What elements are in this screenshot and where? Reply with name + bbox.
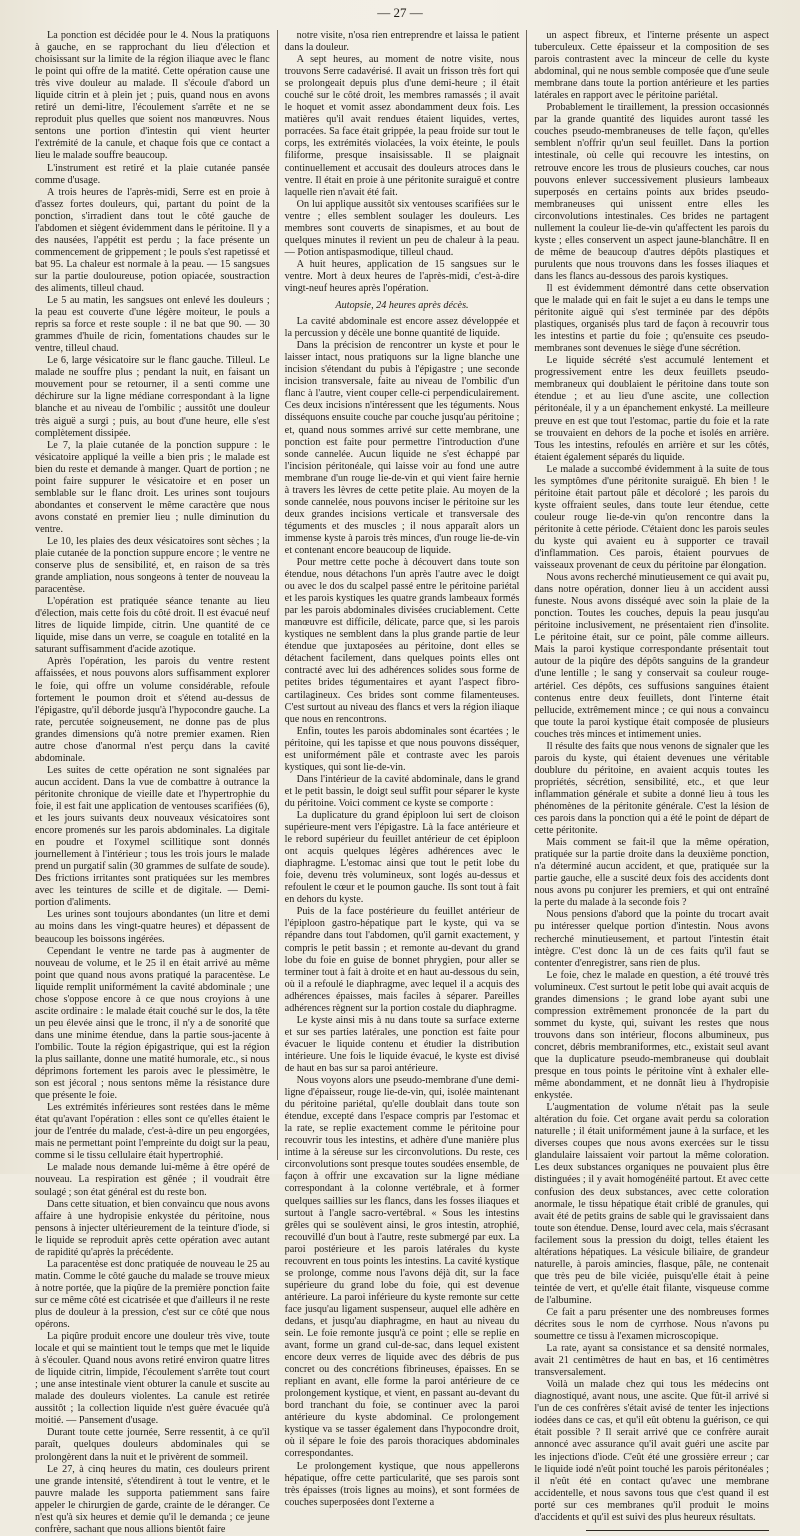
page-number: — 27 — bbox=[377, 5, 423, 20]
paragraph: Le 27, à cinq heures du matin, ces douleurs prirent une grande intensité, s'étendirent à tout le ventre, et le pauvre malade les supporta patiemment sans faire appeler le chirurgien de garde, crainte de le déranger. Ce n'est qu'à six heures et demie qu'il le demanda ; ce jeune confrère, sachant que nous allions bientôt faire bbox=[35, 1463, 270, 1535]
paragraph: Pour mettre cette poche à découvert dans toute son étendue, nous détachons l'un après l'autre avec le doigt ou avec le dos du scalpel passé entre le péritoine pariétal et les parois kystiques les quatre grands lambeaux formés par les parois abdominales divisées cruciablement. Cette manœuvre est difficile, délicate, parce que, si les parois kystiques ne semblent dans la plus grande partie de leur étendue que juxtaposées au péritoine, dont elles se détachent facilement, dans quelques points elles ont contracté avec lui des adhérences solides sous forme de petites brides tégumentaires et ayant l'aspect fibro-cartilagineux. Ces brides sont comme filamenteuses. C'est surtout au niveau des flancs et vers la région iliaque que nous en rencontrons. bbox=[284, 557, 520, 725]
paragraph: Enfin, toutes les parois abdominales sont écartées ; le péritoine, qui les tapisse et que nous pouvons disséquer, est uniformément pâle et contraste avec les parois kystiques, qui sont lie-de-vin. bbox=[284, 725, 520, 773]
paragraph: un aspect fibreux, et l'interne présente un aspect tuberculeux. Cette épaisseur et la composition de ses parois contrastent avec la minceur de celle du kyste abdominal, qui ne nous semble composée que d'une seule membrane dans toute la portion antérieure et les parties latérales en rapport avec le péritoine pariétal. bbox=[534, 30, 770, 102]
paragraph: L'augmentation de volume n'était pas la seule altération du foie. Cet organe avait perdu sa coloration naturelle ; il était uniformément jaune à la surface, et les diverses coupes que nous avons exercées sur le tissu glandulaire laissaient voir partout la même coloration. Les deux substances organiques ne pouvaient plus être distinguées ; il y avait homogénéité partout. Et avec cette confusion des deux substances, avec cette coloration anormale, le tissu hépatique était criblé de granules, qui avait été de petits grains de sable qui le gravissaient dans toute son étendue. Dense, lourd avec cela, mais s'écrasant facilement sous la pression du doigt, telles étaient les altérations hépatiques. La vésicule biliaire, de grandeur naturelle, à parois amincies, flasque, pâle, ne contenait que très peu de bile viciée, puisqu'elle était à peine teintée de vert, et qu'elle était filante, visqueuse comme de l'albumine. bbox=[534, 1102, 770, 1306]
paragraph: La piqûre produit encore une douleur très vive, toute locale et qui se maintient tout le temps que met le liquide à s'écouler. Quand nous avons retiré environ quatre litres de liquide citrin, limpide, l'écoulement s'arrête tout court ; une anse intestinale vient obturer la canule et suscite au malade des douleurs violentes. La canule est retirée aussitôt ; la collection liquide n'est guère évacuée qu'à moitié. — Pansement d'usage. bbox=[35, 1331, 270, 1427]
paragraph: Le liquide sécrété s'est accumulé lentement et progressivement entre les deux feuillets pseudo-membraneux qui doublaient le péritoine dans toute son étendue ; et au lieu d'une ascite, une collection péritonéale, il y a un épanchement enkysté. La meilleure preuve en est que tout l'estomac, partie du foie et la rate se trouvaient en dehors de la poche et isolés en arrière. Tous les intestins, refoulés en arrière et sur les côtés, étaient également séparés du liquide. bbox=[534, 355, 770, 463]
paragraph: Le malade nous demande lui-même à être opéré de nouveau. La respiration est gênée ; il voudrait être soulagé ; son état général est du reste bon. bbox=[35, 1162, 270, 1198]
paragraph: Les extrémités inférieures sont restées dans le même état qu'avant l'opération : elles sont ce qu'elles étaient le jour de l'entrée du malade, c'est-à-dire un peu engorgées, mais ne permettant point l'empreinte du doigt sur la peau, comme si le tissu cellulaire était hypertrophié. bbox=[35, 1102, 270, 1162]
paragraph: Puis de la face postérieure du feuillet antérieur de l'épiploon gastro-hépatique part le kyste, qui va se répandre dans tout l'abdomen, qu'il garnit exactement, y compris le petit bassin ; et remonte au-devant du grand lobe du foie en guise de bonnet phrygien, pour aller se terminer tout à fait à droite et en haut au-dessous du sein, où il a refoulé le diaphragme, avec lequel il a acquis des adhérences épaisses, mais faciles à séparer. Pareilles adhérences règnent sur la portion costale du diaphragme. bbox=[284, 906, 520, 1014]
paragraph: Nous avons recherché minutieusement ce qui avait pu, dans notre opération, donner lieu à un accident aussi funeste. Nous avons disséqué avec soin la plaie de la ponction. Toutes les couches, depuis la peau jusqu'au péritoine inclusivement, ne présentaient rien d'insolite. Le péritoine était, sur ce point, pâle comme ailleurs. Mais la paroi kystique correspondante présentait tout autour de la piqûre des dépôts sanguins de la grandeur d'une lentille ; le sang y conservait sa couleur rouge-artériel. Ces dépôts, ces suffusions sanguines étaient contenus entre deux feuillets, dont l'interne était pellucide, extrêmement mince ; ce qui nous a convaincu que toute la paroi kystique était composée de plusieurs couches très minces et intimement unies. bbox=[534, 572, 770, 740]
paragraph: A huit heures, application de 15 sangsues sur le ventre. Mort à deux heures de l'après-midi, c'est-à-dire vingt-neuf heures après l'opération. bbox=[284, 258, 520, 294]
end-rule bbox=[586, 1530, 769, 1531]
paragraph: Voilà un malade chez qui tous les médecins ont diagnostiqué, avant nous, une ascite. Que fût-il arrivé si l'un de ces confrères s'était avisé de tenter les injections iodées dans ce cas, et qu'il eût obtenu la guérison, ce qui était possible ? Il serait arrivé que ce confrère aurait annoncé avec assurance qu'il avait guéri une ascite par les injections d'iode. C'eût été une grossière erreur ; car le liquide iodé n'eût point touché les parois péritonéales ; il n'eût été en contact qu'avec une membrane accidentelle, et nous savons tous que c'est quand il est porté sur ces membranes qu'il produit le moins d'accidents et qu'il est suivi des plus heureux résultats. bbox=[534, 1379, 770, 1523]
paragraph: Le prolongement kystique, que nous appellerons hépatique, offre cette particularité, que ses parois sont très épaisses (trois lignes au moins), et sont formées de couches superposées dont l'externe a bbox=[284, 1460, 520, 1508]
paragraph: La rate, ayant sa consistance et sa densité normales, avait 21 centimètres de haut en bas, et 16 centimètres transversalement. bbox=[534, 1343, 770, 1379]
paragraph: La paracentèse est donc pratiquée de nouveau le 25 au matin. Comme le côté gauche du malade se trouve mieux à notre portée, que la piqûre de la première ponction faite sur ce même côté est cicatrisée et que d'ailleurs il ne reste plus de douleur à la pression, c'est sur ce côté que nous opérons. bbox=[35, 1258, 270, 1331]
paragraph: L'opération est pratiquée séance tenante au lieu d'élection, mais cette fois du côté droit. Il est évacué neuf litres de liquide limpide, citrin. Une quantité de ce liquide, mise dans un verre, se coagule en totalité en la saturant suffisamment d'acide azotique. bbox=[35, 596, 270, 656]
paragraph: Le 10, les plaies des deux vésicatoires sont sèches ; la plaie cutanée de la ponction suppure encore ; le ventre ne conserve plus de sensibilité, et, en raison de sa très grande ampliation, nous songeons à tenter de nouveau la paracentèse. bbox=[35, 535, 270, 596]
paragraph: La duplicature du grand épiploon lui sert de cloison supérieure-ment vers l'épigastre. Là la face antérieure et le rebord supérieur du feuillet antérieur de cet épiploon ont acquis quelques légères adhérences avec le diaphragme. L'estomac ainsi que tout le petit lobe du foie, devenu très volumineux, sont logés au-dessus et refoulent le cœur et le poumon gauche. Ils sont tout à fait en dehors du kyste. bbox=[284, 810, 520, 906]
paragraph: Probablement le tiraillement, la pression occasionnés par la grande quantité des liquides auront tassé les couches pseudo-membraneuses de telle façon, qu'elles semblent n'offrir qu'un seul feuillet. Dans la portion intestinale, où celle qui recouvre les intestins, on retrouve encore les trous de plusieurs couches, car nous pouvons enlever successivement plusieurs lambeaux superposés en certains points aux brides pseudo-membraneuses qui unissent entre elles les circonvolutions intestinales. Ces brides ne partagent nullement la couleur lie-de-vin qu'affectent les parois du kyste ; elles conservent un aspect jaune-blanchâtre. Il en de même de beaucoup d'autres dépôts plastiques et purulents que nous trouvons dans les fosses iliaques et dans les flancs au-dessous des parois kystiques. bbox=[534, 102, 770, 282]
paragraph: Durant toute cette journée, Serre ressentit, à ce qu'il paraît, quelques douleurs abdominales qui se prolongèrent dans la nuit et le privèrent de sommeil. bbox=[35, 1427, 270, 1463]
paragraph: Dans la précision de rencontrer un kyste et pour le laisser intact, nous pratiquons sur la ligne blanche une incision s'étendant du pubis à l'épigastre ; une seconde incision transversale, faite au niveau de l'ombilic d'un flanc à l'autre, vient couper celle-ci perpendiculairement. Ces deux incisions n'intéressent que les téguments. Nous disséquons ensuite couche par couche jusqu'au péritoine ; et, quand nous sommes arrivé sur cette membrane, une ponction est faite pour permettre l'introduction d'une sonde cannelée. Aucun liquide ne s'est échappé par l'incision péritonéale, qui laisse voir au fond une autre membrane d'un rouge lie-de-vin et qui vient faire hernie à travers les lèvres de cette petite plaie. Au moyen de la sonde cannelée, nous pouvons inciser le péritoine sur les deux grandes incisions verticale et transversale des téguments et des muscles ; il nous apparaît alors un immense kyste à parois très minces, d'un rouge lie-de-vin et contenant encore beaucoup de liquide. bbox=[284, 340, 520, 556]
paragraph: Dans l'intérieur de la cavité abdominale, dans le grand et le petit bassin, le doigt seul suffit pour séparer le kyste du péritoine. Voici comment ce kyste se comporte : bbox=[284, 773, 520, 809]
paragraph: La cavité abdominale est encore assez développée et la percussion y décèle une bonne quantité de liquide. bbox=[284, 316, 520, 340]
paragraph: Il résulte des faits que nous venons de signaler que les parois du kyste, qui étaient devenues une véritable doublure du péritoine, en avaient acquis toutes les propriétés, sécrétion, sensibilité, etc., et que leur inflammation générale et subite a donné lieu à tous les phénomènes de la péritonite générale. C'est la lésion de ces parois dans la ponction qui a été le point de départ de cette péritonite. bbox=[534, 740, 770, 837]
column-3 bbox=[526, 30, 776, 1523]
paragraph: Dans cette situation, et bien convaincu que nous avons affaire à une hydropisie enkystée du péritoine, nous pensons à injecter ultérieurement de la teinture d'iode, si le liquide se reproduit après cette opération avec autant de rapidité qu'après la précédente. bbox=[35, 1198, 270, 1258]
column-2 bbox=[277, 30, 527, 1508]
paragraph: Après l'opération, les parois du ventre restent affaissées, et nous pouvons alors suffisamment explorer le foie, qui offre un volume considérable, refoule fortement le poumon droit et s'étend au-dessus de l'épigastre, qu'il déborde jusqu'à l'hypocondre gauche. La rate, percutée soigneusement, ne donne pas de plus grandes dimensions qu'à notre premier examen. Rien autre chose d'anormal n'est perçu dans la cavité abdominale. bbox=[35, 656, 270, 764]
paragraph: Nous pensions d'abord que la pointe du trocart avait pu intéresser quelque portion d'intestin. Nous avons recherché minutieusement, et partout l'intestin était intègre. C'est donc là un de ces faits qu'il faut se contenter d'enregistrer, sans rien de plus. bbox=[534, 909, 770, 969]
column-1 bbox=[28, 30, 277, 1535]
paragraph: Ce fait a paru présenter une des nombreuses formes décrites sous le nom de cyrrhose. Nous n'avons pu soumettre ce tissu à l'examen microscopique. bbox=[534, 1306, 770, 1343]
paragraph: Les suites de cette opération ne sont signalées par aucun accident. Dans la vue de combattre à outrance la péritonite chronique de vieille date et l'hypertrophie du foie, il est fait une application de ventouses scarifiées (6), et les jours suivants deux nouveaux vésicatoires sont encore promenés sur les parois abdominales. La digitale en poudre et l'oxymel scillitique sont donnés journellement à l'intérieur ; tous les trois jours le malade prend un purgatif salin (30 grammes de sulfate de soude). Des frictions irritantes sont pratiquées sur les membres avec les teintures de scille et de digitale. — Demi-portion d'aliments. bbox=[35, 764, 270, 909]
paragraph: L'instrument est retiré et la plaie cutanée pansée comme d'usage. bbox=[35, 162, 270, 186]
paragraph: A sept heures, au moment de notre visite, nous trouvons Serre cadavérisé. Il avait un frisson très fort qui se prolongeait depuis plus d'une demi-heure ; il était couché sur le côté droit, les membres ramassés ; il avait le hoquet et vomit assez abondamment deux fois. Les matières qu'il avait rendues étaient liquides, vertes, porracées. Sa face était grippée, la peau froide sur tout le corps, les extrémités violacées, la voix éteinte, le pouls filiforme, presque insaisissable. Il se plaignait continuellement et accusait des douleurs atroces dans le ventre. Il était en proie à une péritonite suraiguë et contre laquelle rien n'avait été fait. bbox=[284, 54, 520, 198]
paragraph: On lui applique aussitôt six ventouses scarifiées sur le ventre ; elles semblent soulager les douleurs. Les membres sont couverts de sinapismes, et au bout de quelques minutes il revient un peu de chaleur à la peau. — Potion antispasmodique, tilleul chaud. bbox=[284, 198, 520, 258]
paragraph: notre visite, n'osa rien entreprendre et laissa le patient dans la douleur. bbox=[284, 30, 520, 54]
text-columns bbox=[28, 30, 776, 1535]
paragraph: Le 6, large vésicatoire sur le flanc gauche. Tilleul. Le malade ne souffre plus ; pendant la nuit, en faisant un mouvement pour se retourner, il a senti comme une déchirure sur la ligne médiane correspondant à la ligne blanche et au niveau de l'ombilic ; aussitôt une douleur très aiguë a surgi ; puis, au bout d'une heure, elle s'est complètement dissipée. bbox=[35, 355, 270, 439]
paragraph: Le kyste ainsi mis à nu dans toute sa surface externe et sur ses parties latérales, une ponction est faite pour évacuer le liquide contenu et étudier la distribution intérieure. Une fois le liquide évacué, le kyste est divisé de haut en bas sur sa paroi antérieure. bbox=[284, 1014, 520, 1074]
paragraph: Le 7, la plaie cutanée de la ponction suppure : le vésicatoire appliqué la veille a bien pris ; le malade est bien du reste et demande à manger. Quart de portion ; ne point faire suppurer le vésicatoire et en poser un semblable sur le flanc droit. Les urines sont toujours abondantes et conservent le même caractère que nous avons constaté en premier lieu ; nulle diminution du ventre. bbox=[35, 439, 270, 535]
paragraph: Le foie, chez le malade en question, a été trouvé très volumineux. C'est surtout le petit lobe qui avait acquis de grandes dimensions ; le grand lobe ayant subi une compression extrêmement prononcée de la part du sommet du kyste, qui, suivant les restes que nous trouvons dans son intérieur, flocons albumineux, pus concret, débris membraniformes, etc., existait seul avant que la duplicature pseudo-membraneuse qui doublait presque en tous points le péritoine vînt à exhaler elle-même abondamment, et ne donnât lieu à l'hydropisie enkystée. bbox=[534, 969, 770, 1102]
paragraph: Nous voyons alors une pseudo-membrane d'une demi-ligne d'épaisseur, rouge lie-de-vin, qui, isolée maintenant du péritoine pariétal, qu'elle doublait dans toute son étendue, excepté dans l'espace compris par l'estomac et la rate, se replie exactement comme le péritoine pour recouvrir tous les intestins, et adhère d'une manière plus intime à la séreuse sur les circonvolutions. Du reste, ces circonvolutions sont presque toutes soudées ensemble, de façon à offrir une excavation sur la ligne médiane correspondant à la colonne vertébrale, et à former quelques saillies sur les flancs, dans les fosses iliaques et surtout à l'angle sacro-vertébral. « Sous les intestins grêles qui se soulèvent ainsi, le gros intestin, atrophié, recouvillé d'un bout à l'autre, reste submergé par eux. La paroi postérieure et les parois latérales du kyste recouvrent en tous points les intestins. La cavité kystique se prolonge, comme nous l'avons déjà dit, sur la face supérieure du grand lobe du foie, qui est devenue antérieure. La paroi inférieure du kyste remonte sur cette face jusqu'au ligament suspenseur, auquel elle adhère en dedans, et jusqu'au diaphragme, en haut au niveau du sein. Le foie remonte jusqu'à ce point ; elle se replie en avant, forme un grand cul-de-sac, dans lequel existent encore deux verres de liquide avec des débris de pus concret ou des concrétions fibrineuses, épaisses. En se repliant en avant, elle forme la paroi antérieure de ce prolongement kystique, et vient, en passant au-devant du bord tranchant du foie, se continuer avec la paroi antérieure du kyste abdominal. Ce prolongement kystique va se tasser également dans l'hypocondre droit, où il sépare le foie des parois thoraciques abdominales correspondantes. bbox=[284, 1075, 520, 1460]
paragraph: La ponction est décidée pour le 4. Nous la pratiquons à gauche, en se rapprochant du lieu d'élection et choisissant sur la limite de la région iliaque avec le flanc le point qui offre de la matité. Cette opération cause une très vive douleur au malade. Il s'écoule d'abord un liquide citrin et à plein jet ; puis, quand nous en avons retiré un demi-litre, l'écoulement s'arrête et ne se reproduit plus quelles que soient nos manœuvres. Nous sentons une portion d'intestin qui vient heurter l'extrémité de la canule, et chaque fois que ce contact a lieu le malade souffre beaucoup. bbox=[35, 30, 270, 162]
paragraph: Il est évidemment démontré dans cette observation que le malade qui en fait le sujet a eu dans le temps une péritonite aiguë qui s'est terminée par des dépôts plastiques, organisés plus tard de façon à recouvrir tous les intestins et partie du foie ; qu'ensuite ces pseudo-membranes sont devenues le siège d'une sécrétion. bbox=[534, 282, 770, 355]
paragraph: Le 5 au matin, les sangsues ont enlevé les douleurs ; la peau est couverte d'une légère moiteur, le pouls a repris sa force et reste souple : il ne bat que 90. — 30 grammes d'huile de ricin, fomentations chaudes sur le ventre, tilleul chaud. bbox=[35, 295, 270, 355]
paragraph: A trois heures de l'après-midi, Serre est en proie à d'assez fortes douleurs, qui, partant du point de la ponction, s'irradient dans tout le côté gauche de l'abdomen et siègent évidemment dans le péritoine. Il y a des nausées, l'appétit est perdu ; la face présente un commencement de grippement ; le pouls s'est rapetissé et bat 95. La chaleur est normale à la peau. — 15 sangsues sur la partie douloureuse, potion opiacée, soustraction des aliments, tilleul chaud. bbox=[35, 186, 270, 294]
section-subheading: Autopsie, 24 heures après décès. bbox=[335, 300, 469, 312]
paragraph: Les urines sont toujours abondantes (un litre et demi au moins dans les vingt-quatre heures) et dépassent de beaucoup les boissons ingérées. bbox=[35, 909, 270, 945]
paragraph: Le malade a succombé évidemment à la suite de tous les symptômes d'une péritonite suraiguë. Eh bien ! le péritoine était partout pâle et décoloré ; les parois du kyste offraient seules, dans toute leur étendue, cette couleur rouge lie-de-vin qu'on rencontre dans la péritonite à cette période. C'étaient donc les parois seules du kyste qui avaient eu à supporter ce travail d'inflammation. Ces parois, étaient pourvues de vaisseaux provenant de ceux du péritoine par élongation. bbox=[534, 463, 770, 572]
paragraph: Cependant le ventre ne tarde pas à augmenter de nouveau de volume, et le 25 il en était arrivé au même point que quand nous avons pratiqué la paracentèse. Le liquide remplit uniformément la cavité abdominale ; une chose s'oppose encore à ce que nous croyions à une ascite ordinaire : le malade était couché sur le dos, la tête un peu élevée ainsi que le tronc, il n'y a de sonorité que dans une minime étendue, dans la partie sous-jacente à l'ombilic. Toute la région épigastrique, qui est la région la plus saillante, donne une matité humorale, etc., si nous déprimons fortement les parois avec le plessimètre, le son est jécoral ; nous sentons même la résistance dure que présente le foie. bbox=[35, 945, 270, 1102]
paragraph: Mais comment se fait-il que la même opération, pratiquée sur la partie droite dans la deuxième ponction, n'a déterminé aucun accident, et que, pratiquée sur la partie gauche, elle a suscité deux fois des accidents dont nous avons pu conjurer les premiers, et qui ont entraîné la perte du malade à la seconde fois ? bbox=[534, 837, 770, 909]
